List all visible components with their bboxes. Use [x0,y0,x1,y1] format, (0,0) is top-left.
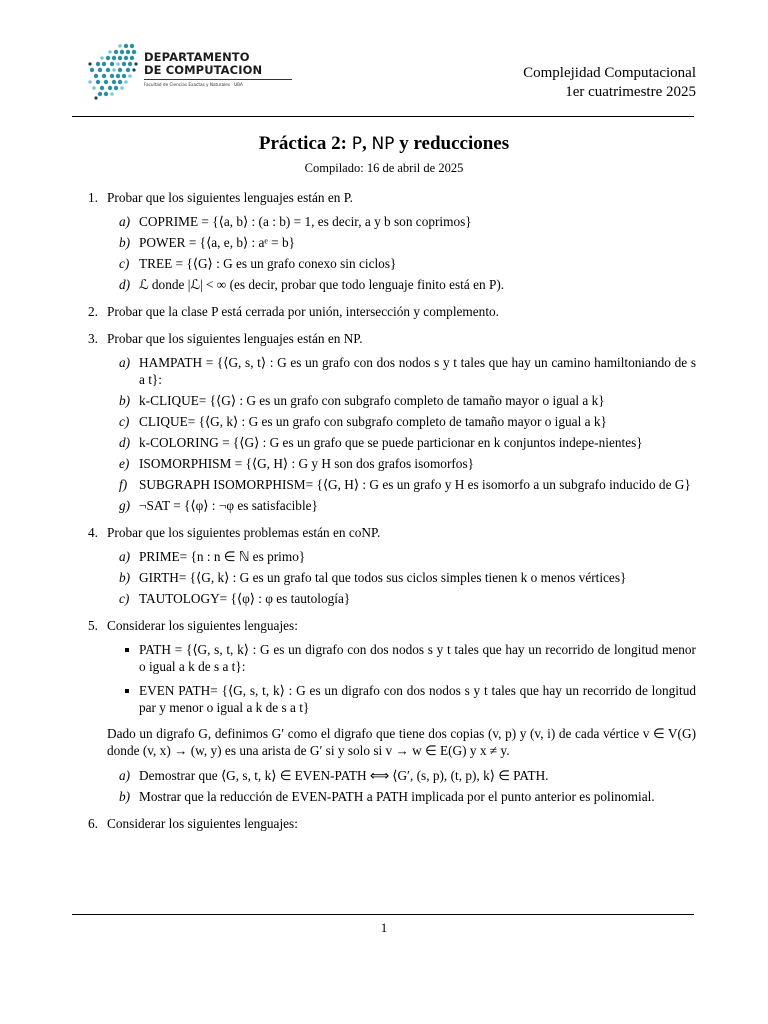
exercise-number: 5. [88,618,98,633]
course-header [523,64,696,102]
item-text: ℒ donde |ℒ| < ∞ (es decir, probar que todo lenguaje finito está en P). [139,277,505,292]
exercise-item [107,569,696,586]
exercise-item [107,767,696,784]
exercise-items [107,354,696,514]
item-text: GIRTH= {⟨G, k⟩ : G es un grafo tal que todos sus ciclos simples tienen k o menos vértices} [139,570,627,585]
item-text: POWER = {⟨a, e, b⟩ : aᵉ = b} [139,235,296,250]
item-label: f) [119,477,128,492]
exercise-statement: Probar que los siguientes problemas están en coNP. [107,525,381,540]
item-text: Mostrar que la reducción de EVEN-PATH a PATH implicada por el punto anterior es polinomial. [139,789,655,804]
item-label: a) [119,768,131,783]
logo-line1: DEPARTAMENTO [144,50,250,64]
item-text: PRIME= {n : n ∈ ℕ es primo} [139,549,306,564]
exercise-4 [88,524,696,607]
exercise-number: 2. [88,304,98,319]
item-label: c) [119,591,130,606]
exercise-number: 6. [88,816,98,831]
item-label: c) [119,414,130,429]
exercise-number: 3. [88,331,98,346]
item-label: b) [119,789,131,804]
exercise-item [107,255,696,272]
item-label: a) [119,214,131,229]
item-label: g) [119,498,131,513]
item-text: ¬SAT = {⟨φ⟩ : ¬φ es satisfacible} [139,498,318,513]
bullet-item [107,641,696,675]
exercise-paragraph: Dado un digrafo G, definimos G′ como el digrafo que tiene dos copias (v, p) y (v, i) de cada vértice v ∈ V(G) donde (v, x) → (w, y) es una arista de G′ si y solo si v → w ∈ E(G) y x ≠ y. [107,726,696,758]
header-divider [72,116,694,117]
item-label: b) [119,235,131,250]
exercise-list [88,189,696,842]
title-suffix: y reducciones [394,133,510,154]
bullet-text: EVEN PATH= {⟨G, s, t, k⟩ : G es un digrafo con dos nodos s y t tales que hay un recorrido de longitud par y menor o igual a k de s a t} [139,683,696,715]
item-label: e) [119,456,130,471]
exercise-2 [88,303,696,320]
exercise-item [107,455,696,472]
exercise-statement: Probar que la clase P está cerrada por unión, intersección y complemento. [107,304,499,319]
exercise-statement: Considerar los siguientes lenguajes: [107,618,298,633]
exercise-3 [88,330,696,514]
item-text: CLIQUE= {⟨G, k⟩ : G es un grafo con subgrafo completo de tamaño mayor o igual a k} [139,414,607,429]
bullet-item [107,682,696,716]
logo-subtitle: Facultad de Ciencias Exactas y Naturales · UBA [144,82,243,87]
exercise-1 [88,189,696,293]
exercise-item [107,434,696,451]
department-logo [86,42,263,102]
exercise-item [107,788,696,805]
bullet-icon [125,689,129,693]
item-text: k-COLORING = {⟨G⟩ : G es un grafo que se puede particionar en k conjuntos indepe-nientes} [139,435,643,450]
item-text: k-CLIQUE= {⟨G⟩ : G es un grafo con subgrafo completo de tamaño mayor o igual a k} [139,393,605,408]
exercise-item [107,234,696,251]
logo-text [144,51,292,87]
bullet-icon [125,648,129,652]
item-label: b) [119,393,131,408]
logo-rule [144,79,292,80]
item-text: TAUTOLOGY= {⟨φ⟩ : φ es tautología} [139,591,351,606]
item-label: d) [119,435,131,450]
bullet-text: PATH = {⟨G, s, t, k⟩ : G es un digrafo con dos nodos s y t tales que hay un recorrido de longitud menor o igual a k de s a t}: [139,642,696,674]
course-term: 1er cuatrimestre 2025 [565,84,696,100]
compiled-date: Compilado: 16 de abril de 2025 [304,161,464,175]
exercise-item [107,354,696,388]
exercise-item [107,497,696,514]
page-title [0,133,768,155]
exercise-items [107,767,696,805]
title-class-p: P [351,134,362,154]
exercise-statement: Considerar los siguientes lenguajes: [107,816,298,831]
exercise-item [107,413,696,430]
exercise-statement: Probar que los siguientes lenguajes están en P. [107,190,353,205]
title-class-np: NP [371,134,395,154]
exercise-item [107,548,696,565]
logo-line2: DE COMPUTACION [144,63,263,77]
exercise-items [107,548,696,607]
item-label: a) [119,355,131,370]
course-name: Complejidad Computacional [523,65,696,81]
exercise-6 [88,815,696,832]
exercise-items [107,213,696,293]
item-text: HAMPATH = {⟨G, s, t⟩ : G es un grafo con dos nodos s y t tales que hay un camino hamiltoniando de s a t}: [139,355,696,387]
exercise-statement: Probar que los siguientes lenguajes están en NP. [107,331,363,346]
exercise-item [107,213,696,230]
exercise-number: 1. [88,190,98,205]
item-text: COPRIME = {⟨a, b⟩ : (a : b) = 1, es decir, a y b son coprimos} [139,214,472,229]
item-text: TREE = {⟨G⟩ : G es un grafo conexo sin ciclos} [139,256,397,271]
item-label: a) [119,549,131,564]
exercise-5 [88,617,696,805]
item-text: SUBGRAPH ISOMORPHISM= {⟨G, H⟩ : G es un grafo y H es isomorfo a un subgrafo inducido de G} [139,477,691,492]
item-label: d) [119,277,131,292]
item-text: ISOMORPHISM = {⟨G, H⟩ : G y H son dos grafos isomorfos} [139,456,475,471]
exercise-number: 4. [88,525,98,540]
footer-divider [72,914,694,915]
title-sep: , [361,133,372,154]
dots-logo-icon [86,42,142,100]
exercise-item [107,276,696,293]
exercise-item [107,476,696,493]
exercise-item [107,590,696,607]
item-label: b) [119,570,131,585]
title-prefix: Práctica 2: [258,133,352,154]
page-number: 1 [380,920,388,935]
item-label: c) [119,256,130,271]
exercise-item [107,392,696,409]
item-text: Demostrar que ⟨G, s, t, k⟩ ∈ EVEN-PATH ⟺ ⟨G′, (s, p), (t, p), k⟩ ∈ PATH. [139,768,549,783]
